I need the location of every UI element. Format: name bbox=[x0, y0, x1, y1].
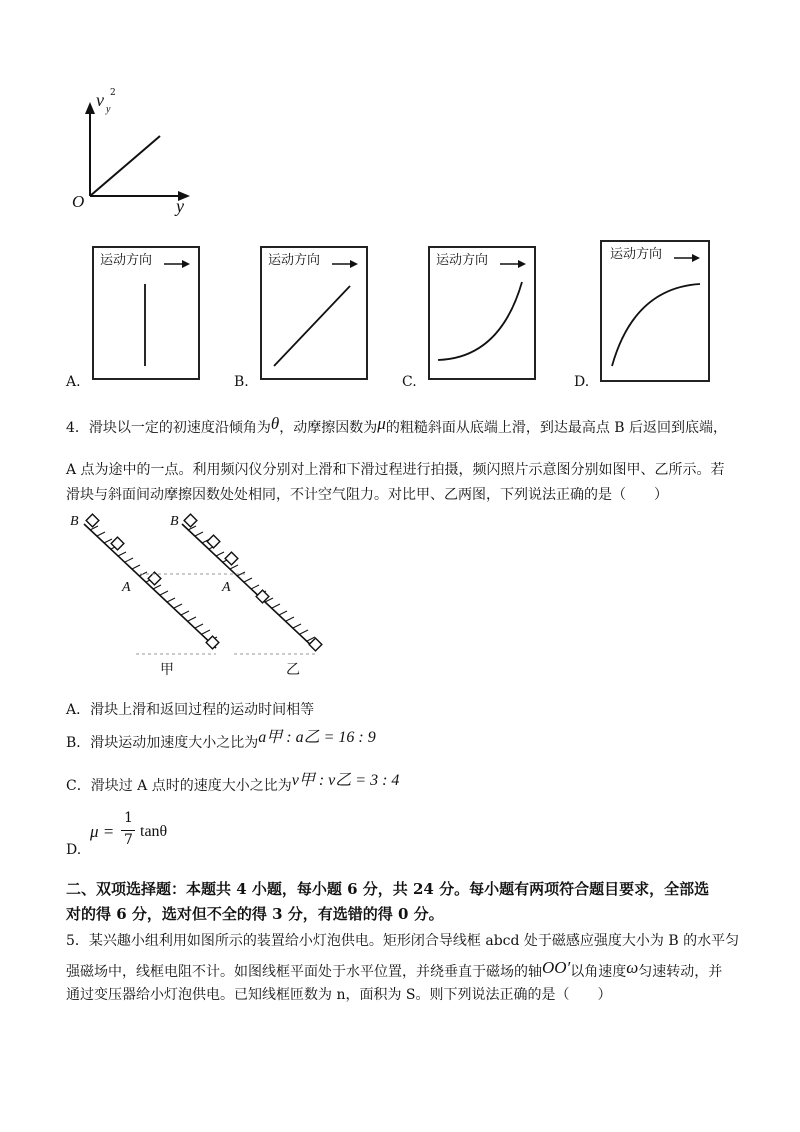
vy2-graph bbox=[62, 88, 202, 218]
motion-direction-label: 运动方向 bbox=[436, 253, 489, 268]
q4-line-1 bbox=[66, 414, 728, 437]
motion-direction-label: 运动方向 bbox=[268, 253, 321, 268]
option-b-figure bbox=[260, 246, 368, 380]
option-b-svg bbox=[262, 248, 366, 378]
q4-option-c bbox=[66, 772, 400, 795]
option-c-svg bbox=[430, 248, 534, 378]
q4-line-3: 滑块与斜面间动摩擦因数处处相同，不计空气阻力。对比甲、乙两图，下列说法正确的是（ ） bbox=[66, 487, 668, 503]
option-d-figure bbox=[600, 240, 710, 382]
option-c-figure bbox=[428, 246, 536, 380]
section-2-heading-line-2: 对的得 6 分，选对但不全的得 3 分，有选错的得 0 分。 bbox=[66, 905, 444, 923]
q4-option-d-num: 1 bbox=[124, 810, 133, 826]
q4-line1-pre: 4．滑块以一定的初速度沿倾角为 bbox=[66, 420, 271, 436]
q4-line1-post: 的粗糙斜面从底端上滑，到达最高点 B 后返回到底端， bbox=[385, 420, 728, 436]
omega-symbol: ω bbox=[626, 958, 639, 977]
option-c-letter: C. bbox=[402, 374, 417, 390]
x-axis-label: y bbox=[176, 196, 184, 216]
vy2-line bbox=[90, 136, 160, 196]
fraction-bar bbox=[121, 830, 135, 831]
theta-symbol: θ bbox=[270, 414, 280, 433]
q4-option-d-mu: μ = bbox=[90, 822, 115, 841]
caption-jia: 甲 bbox=[160, 662, 174, 678]
option-d-letter: D. bbox=[574, 374, 590, 390]
incline-figure bbox=[66, 510, 336, 682]
option-d-svg bbox=[602, 242, 708, 380]
section-2-heading-line-1: 二、双项选择题：本题共 4 小题，每小题 6 分，共 24 分。每小题有两项符合题目要求，全部选 bbox=[66, 880, 710, 898]
q5-line2-pre: 强磁场中，线框电阻不计。如图线框平面处于水平位置，并绕垂直于磁场的轴 bbox=[66, 964, 542, 980]
option-a-figure bbox=[92, 246, 200, 380]
q4-option-d-den: 7 bbox=[124, 832, 133, 848]
axis-symbol: OO′ bbox=[542, 958, 571, 977]
point-a-label-1: A bbox=[122, 580, 131, 595]
q4-option-b-text: B．滑块运动加速度大小之比为 bbox=[66, 735, 259, 751]
q4-option-c-math: v甲 : v乙 = 3 : 4 bbox=[291, 772, 400, 789]
option-a-svg bbox=[94, 248, 198, 378]
option-a-letter: A. bbox=[66, 374, 81, 390]
point-a-label-2: A bbox=[222, 580, 231, 595]
q4-option-d bbox=[66, 810, 266, 862]
q4-option-d-label: D. bbox=[66, 842, 82, 858]
motion-direction-label: 运动方向 bbox=[100, 253, 153, 268]
option-b-letter: B. bbox=[234, 374, 249, 390]
q4-option-b-math: a甲 : a乙 = 16 : 9 bbox=[258, 729, 376, 746]
vy2-axis-sub: y bbox=[106, 104, 111, 115]
vy2-axis-sup: 2 bbox=[110, 88, 116, 98]
q5-line2-mid: 以角速度 bbox=[570, 964, 627, 980]
q5-line2-post: 匀速转动，并 bbox=[638, 964, 723, 980]
mu-symbol: μ bbox=[377, 414, 386, 433]
q5-line-1: 5．某兴趣小组利用如图所示的装置给小灯泡供电。矩形闭合导线框 abcd 处于磁感应强度大小为 B 的水平匀 bbox=[66, 933, 740, 949]
incline-svg bbox=[66, 510, 336, 682]
q4-option-c-text: C．滑块过 A 点时的速度大小之比为 bbox=[66, 778, 292, 794]
q4-option-b bbox=[66, 729, 376, 752]
q4-option-d-tail: tanθ bbox=[140, 823, 168, 840]
q4-line-2: A 点为途中的一点。利用频闪仪分别对上滑和下滑过程进行拍摄，频闪照片示意图分别如图甲、乙所示。若 bbox=[66, 462, 725, 478]
point-b-label-2: B bbox=[170, 514, 179, 529]
q4-option-a: A．滑块上滑和返回过程的运动时间相等 bbox=[66, 702, 315, 718]
motion-direction-label: 运动方向 bbox=[610, 247, 663, 262]
origin-label: O bbox=[72, 192, 85, 211]
point-b-label-1: B bbox=[70, 514, 79, 529]
q5-line-3: 通过变压器给小灯泡供电。已知线框匝数为 n，面积为 S。则下列说法正确的是（ ） bbox=[66, 987, 612, 1003]
vy2-axis-label: v bbox=[96, 90, 104, 110]
q5-line-2 bbox=[66, 958, 723, 981]
caption-yi: 乙 bbox=[286, 662, 300, 678]
q4-line1-mid: ，动摩擦因数为 bbox=[279, 420, 378, 436]
